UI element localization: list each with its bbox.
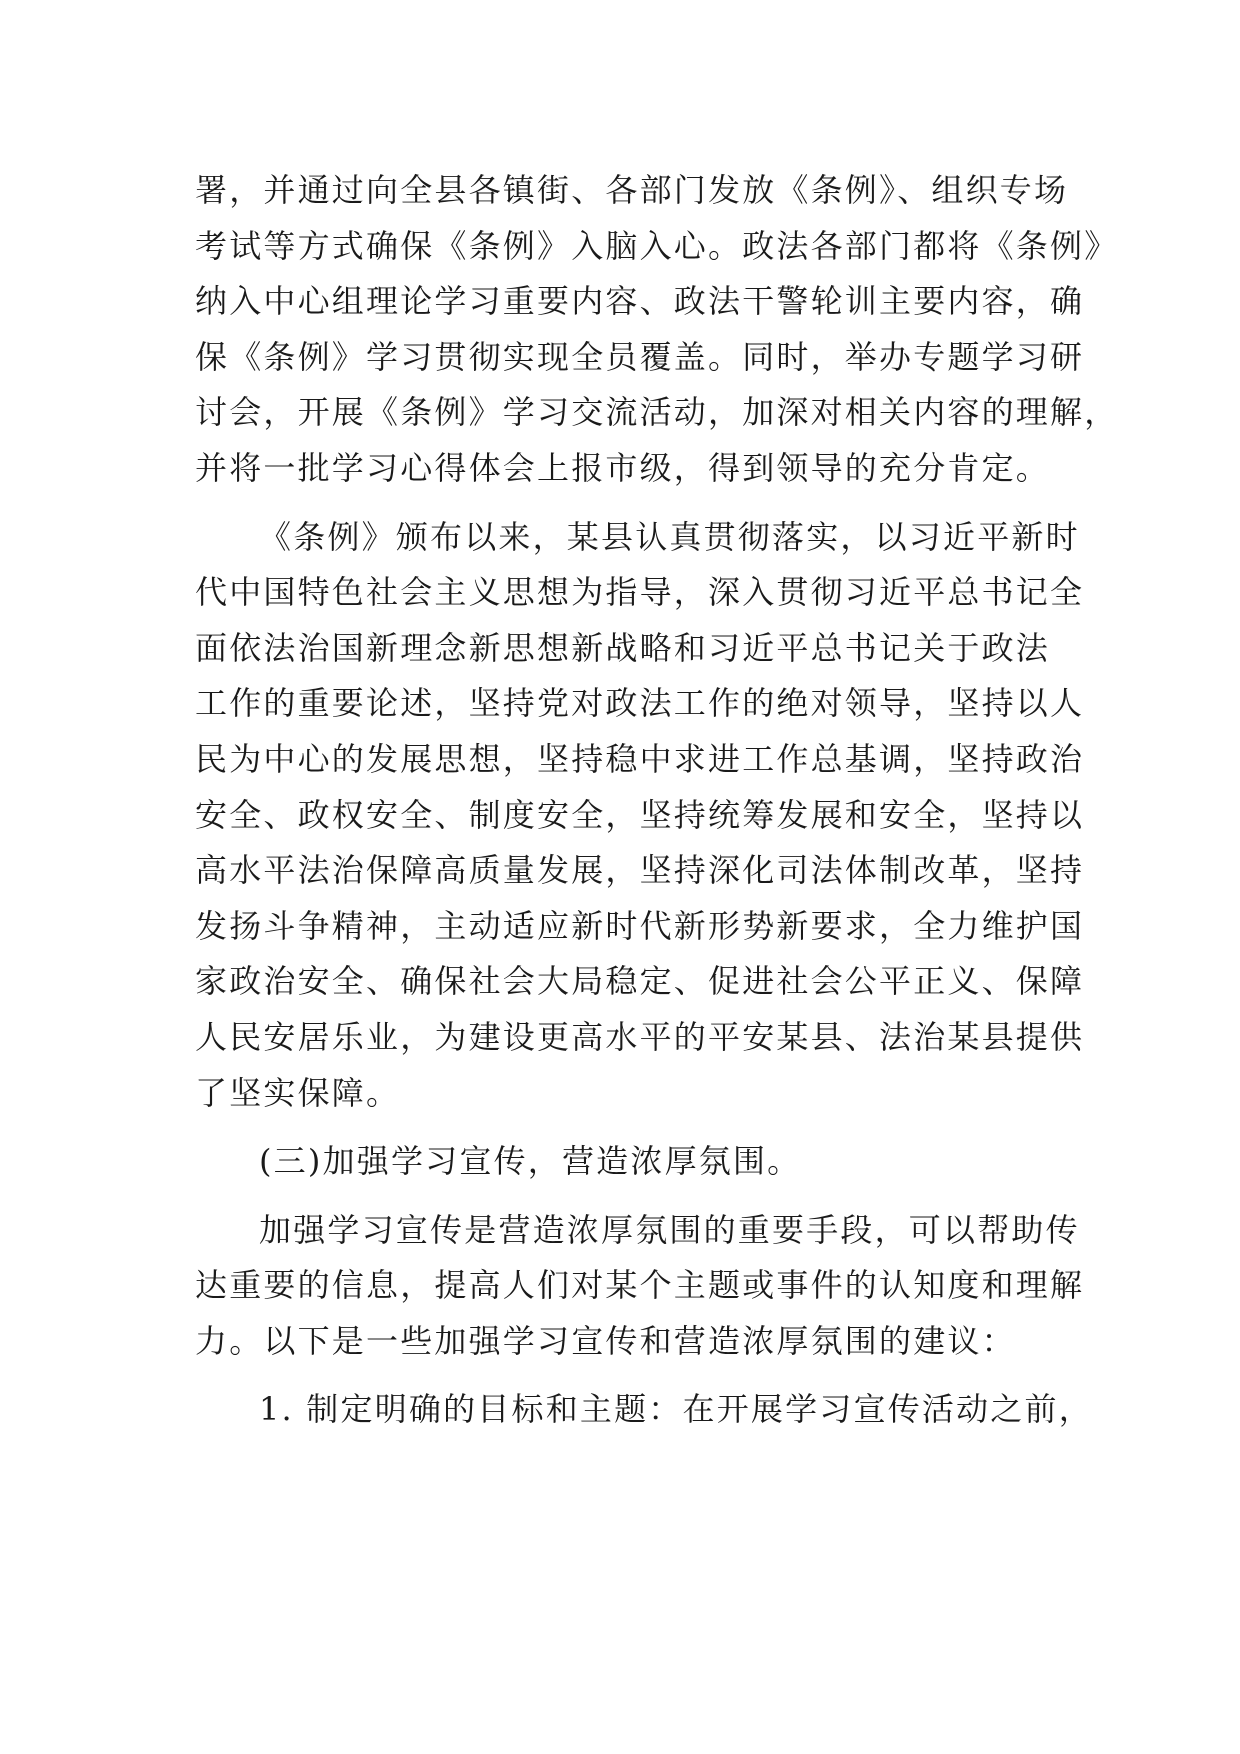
list-item-1 <box>195 1382 1093 1438</box>
text-line: 达重要的信息，提高人们对某个主题或事件的认知度和理解 <box>195 1266 1085 1305</box>
text-line: 人民安居乐业，为建设更高水平的平安某县、法治某县提供 <box>195 1017 1085 1056</box>
section-heading <box>195 1134 1050 1190</box>
text-line: 力。以下是一些加强学习宣传和营造浓厚氛围的建议： <box>195 1321 1016 1360</box>
text-line: 讨会，开展《条例》学习交流活动，加深对相关内容的理解， <box>195 393 1119 432</box>
text-line: 了坚实保障。 <box>195 1073 401 1112</box>
paragraph-deployment <box>195 163 1119 497</box>
text-line: 纳入中心组理论学习重要内容、政法干警轮训主要内容，确 <box>195 282 1085 321</box>
text-line: 署，并通过向全县各镇街、各部门发放《条例》、组织专场 <box>195 171 1069 209</box>
text-line: 高水平法治保障高质量发展，坚持深化司法体制改革，坚持 <box>195 851 1085 890</box>
text-line: 家政治安全、确保社会大局稳定、促进社会公平正义、保障 <box>195 962 1085 1001</box>
text-line: 保《条例》学习贯彻实现全员覆盖。同时，举办专题学习研 <box>195 337 1085 376</box>
text-line: 工作的重要论述，坚持党对政法工作的绝对领导，坚持以人 <box>195 684 1085 723</box>
text-line: 并将一批学习心得体会上报市级，得到领导的充分肯定。 <box>195 448 1051 487</box>
text-line: 面依法治国新理念新思想新战略和习近平总书记关于政法 <box>195 628 1051 667</box>
paragraph-publicity <box>195 1203 1085 1370</box>
text-line: (三)加强学习宣传，营造浓厚氛围。 <box>259 1142 802 1181</box>
text-line: 安全、政权安全、制度安全，坚持统筹发展和安全，坚持以 <box>195 795 1085 834</box>
text-line: 代中国特色社会主义思想为指导，深入贯彻习近平总书记全 <box>195 573 1085 612</box>
text-line: 民为中心的发展思想，坚持稳中求进工作总基调，坚持政治 <box>195 739 1085 778</box>
document-body <box>195 163 1119 1438</box>
text-line: 加强学习宣传是营造浓厚氛围的重要手段，可以帮助传 <box>259 1210 1080 1249</box>
paragraph-implementation <box>195 510 1085 1122</box>
text-line: 考试等方式确保《条例》入脑入心。政法各部门都将《条例》 <box>195 226 1119 265</box>
text-line: 1. 制定明确的目标和主题：在开展学习宣传活动之前， <box>259 1390 1093 1429</box>
text-line: 《条例》颁布以来，某县认真贯彻落实，以习近平新时 <box>259 517 1080 556</box>
text-line: 发扬斗争精神，主动适应新时代新形势新要求，全力维护国 <box>195 906 1085 945</box>
